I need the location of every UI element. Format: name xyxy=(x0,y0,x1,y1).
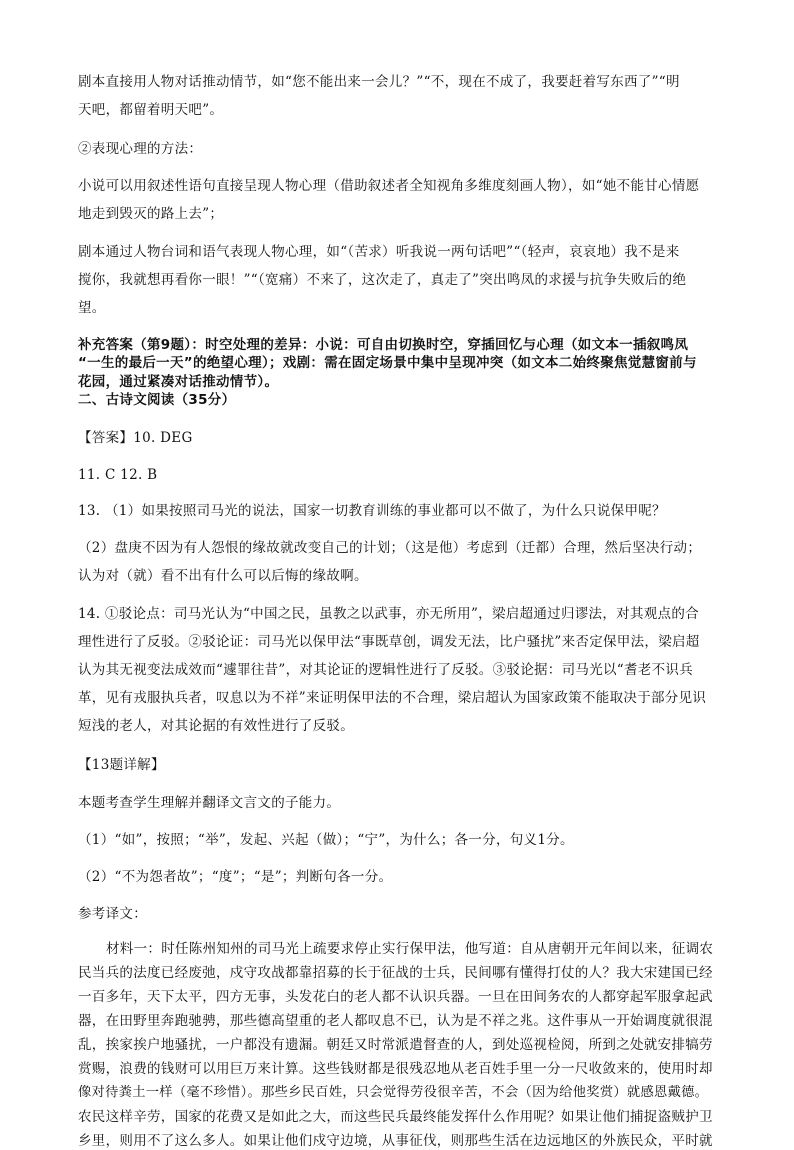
supplementary-answer-line: 花园，通过紧凑对话推动情节）。 xyxy=(78,374,279,390)
translation-line: 农民这样辛劳，国家的花费又是如此之大，而这些民兵最终能发挥什么作用呢？如果让他们捕捉盗贼护卫 xyxy=(78,1109,713,1125)
text-line: 搅你，我就想再看你一眼！”“（宽痛）不来了，这次走了，真走了”突出鸣凤的求援与抗争失败后的绝 xyxy=(78,272,687,288)
answer-line: 理性进行了反驳。②驳论证：司马光以保甲法“事既草创，调发无法，比户骚扰”来否定保甲法，梁启超 xyxy=(78,634,700,650)
answer-line: 14. ①驳论点：司马光认为“中国之民，虽教之以武事，亦无所用”，梁启超通过归谬法，对其观点的合 xyxy=(78,606,699,622)
translation-line: 像对待粪土一样（毫不珍惜）。那些乡民百姓，只会觉得劳役很辛苦，不会（因为给他奖赏）就感恩戴德。 xyxy=(78,1085,709,1100)
text-line: 剧本通过人物台词和语气表现人物心理，如“（苦求）听我说一两句话吧”“（轻声，哀哀地）我不是来 xyxy=(78,244,680,260)
text-line: 地走到毁灭的路上去”； xyxy=(78,206,224,222)
explanation-line: （2）“不为怨者故”；“度”；“是”；判断句各一分。 xyxy=(78,869,393,885)
translation-line: 赏赐，浪费的钱财可以用巨万来计算。这些钱财都是很残忍地从老百姓手里一分一尺收敛来的，使用时却 xyxy=(78,1061,713,1077)
translation-line: 器，在田野里奔跑驰骋，那些德高望重的老人都叹息不已，认为是不祥之兆。这件事从一开始调度就很混 xyxy=(78,1013,713,1029)
answer-line: 11. C 12. B xyxy=(78,467,158,483)
translation-heading: 参考译文： xyxy=(78,906,147,922)
translation-line: 一百多年，天下太平，四方无事，头发花白的老人都不认识兵器。一旦在田间务农的人都穿起军服拿起武 xyxy=(78,989,713,1005)
supplementary-answer-line: “一生的最后一天”的绝望心理）；戏剧：需在固定场景中集中呈现冲突（如文本二始终聚焦觉慧窗前与 xyxy=(78,355,697,371)
answer-line: 认为其无视变法成效而“遽罪往昔”，对其论证的逻辑性进行了反驳。③驳论据：司马光以“耆老不识兵 xyxy=(78,662,694,678)
explanation-line: 本题考查学生理解并翻译文言文的子能力。 xyxy=(78,795,341,811)
text-line: 望。 xyxy=(78,300,106,316)
translation-line: 民当兵的法度已经废弛，戍守攻战都靠招募的长于征战的士兵，民间哪有懂得打仗的人？我大宋建国已经 xyxy=(78,965,713,981)
answer-line: 13. （1）如果按照司马光的说法，国家一切教育训练的事业都可以不做了，为什么只说保甲呢？ xyxy=(78,503,666,519)
answer-line: 【答案】10. DEG xyxy=(78,430,193,446)
explanation-line: （1）“如”，按照；“举”，发起、兴起（做）；“宁”，为什么；各一分，句义1分。 xyxy=(78,832,574,848)
translation-line: 乱，挨家挨户地骚扰，一户都没有遗漏。朝廷又时常派遣督查的人，到处巡视检阅，所到之处就安排犒劳 xyxy=(78,1037,713,1053)
supplementary-answer-line: 补充答案（第9题）：时空处理的差异：小说：可自由切换时空，穿插回忆与心理（如文本一插叙鸣凤 xyxy=(78,337,689,353)
answer-line: 认为对（就）看不出有什么可以后悔的缘故啊。 xyxy=(78,568,368,584)
section-heading: 二、古诗文阅读（35分） xyxy=(78,392,236,408)
translation-line: 乡里，则用不了这么多人。如果让他们戍守边境，从事征伐，则那些生活在边远地区的外族民众，平时就 xyxy=(78,1133,713,1149)
answer-line: 短浅的老人，对其论据的有效性进行了反驳。 xyxy=(78,718,354,734)
explanation-heading: 【13题详解】 xyxy=(78,757,165,773)
translation-line: 材料一：时任陈州知州的司马光上疏要求停止实行保甲法，他写道：自从唐朝开元年间以来，征调农 xyxy=(106,941,714,957)
text-line: ②表现心理的方法： xyxy=(78,141,203,157)
answer-line: 革，见有戎服执兵者，叹息以为不祥”来证明保甲法的不合理，梁启超认为国家政策不能取决于部分见识 xyxy=(78,690,707,706)
text-line: 剧本直接用人物对话推动情节，如“您不能出来一会儿？”“不，现在不成了，我要赶着写东西了”“明 xyxy=(78,74,680,90)
answer-line: （2）盘庚不因为有人怨恨的缘故就改变自己的计划；（这是他）考虑到（迁都）合理，然后坚决行动； xyxy=(78,540,702,556)
text-line: 天吧，都留着明天吧”。 xyxy=(78,102,224,118)
text-line: 小说可以用叙述性语句直接呈现人物心理（借助叙述者全知视角多维度刻画人物），如“她不能甘心情愿 xyxy=(78,178,700,194)
